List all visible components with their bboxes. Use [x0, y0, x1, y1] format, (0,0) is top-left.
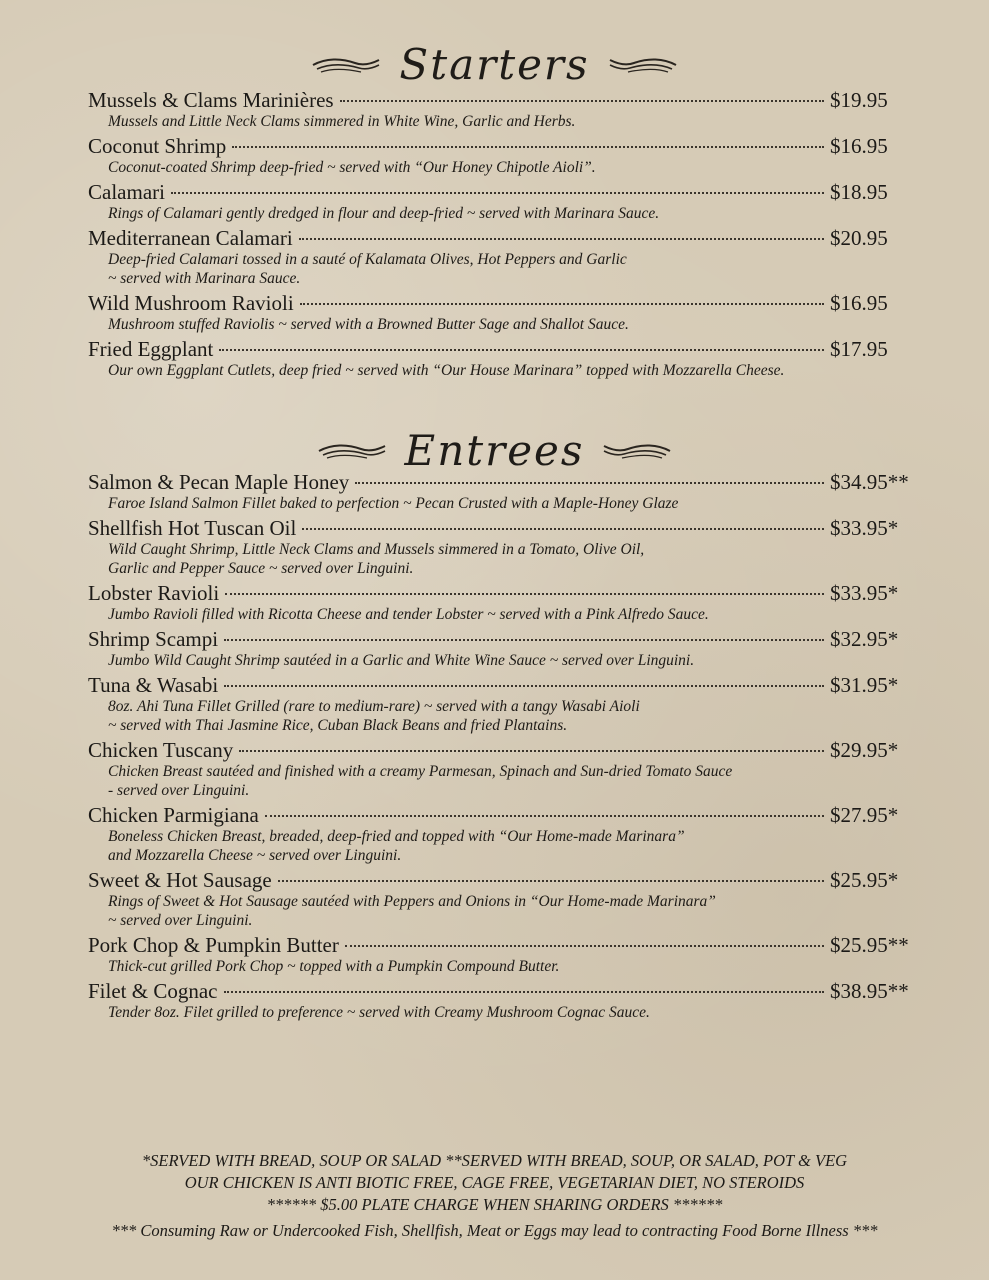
menu-item-row	[88, 180, 918, 204]
menu-item-name: Pork Chop & Pumpkin Butter	[88, 933, 339, 957]
dot-leader	[225, 579, 824, 595]
dot-leader	[239, 736, 824, 752]
menu-item-price: $33.95*	[830, 516, 899, 540]
menu-item-row	[88, 581, 918, 605]
entrees-title: Entrees	[404, 426, 585, 475]
menu-item-description: Mushroom stuffed Raviolis ~ served with a Browned Butter Sage and Shallot Sauce.	[108, 316, 629, 333]
menu-item-price: $19.95	[830, 88, 888, 112]
menu-item-name: Chicken Parmigiana	[88, 803, 259, 827]
menu-item	[88, 627, 918, 670]
dot-leader	[171, 178, 824, 194]
menu-item-name: Shellfish Hot Tuscan Oil	[88, 516, 297, 540]
menu-item-row	[88, 291, 918, 315]
menu-item	[88, 933, 918, 976]
menu-item-name: Salmon & Pecan Maple Honey	[88, 470, 350, 494]
menu-item-description: Jumbo Ravioli filled with Ricotta Cheese and tender Lobster ~ served with a Pink Alfredo Sauce.	[108, 606, 709, 623]
menu-item	[88, 581, 918, 624]
menu-item-description: ~ served over Linguini.	[108, 912, 253, 929]
dot-leader	[265, 801, 824, 817]
menu-item-name: Lobster Ravioli	[88, 581, 220, 605]
dot-leader	[299, 224, 824, 240]
menu-item-price: $34.95**	[830, 470, 909, 494]
menu-item-description: and Mozzarella Cheese ~ served over Linguini.	[108, 847, 402, 864]
menu-item-price: $25.95*	[830, 868, 899, 892]
menu-item-price: $27.95*	[830, 803, 899, 827]
dot-leader	[302, 514, 824, 530]
footer-health-warning: *** Consuming Raw or Undercooked Fish, Shellfish, Meat or Eggs may lead to contracting Food Borne Illness ***	[111, 1221, 878, 1240]
right-flourish-icon	[602, 440, 672, 462]
menu-item-name: Shrimp Scampi	[88, 627, 219, 651]
footer-served-note: *SERVED WITH BREAD, SOUP OR SALAD **SERVED WITH BREAD, SOUP, OR SALAD, POT & VEG	[141, 1151, 848, 1170]
menu-item-price: $20.95	[830, 226, 888, 250]
menu-item-name: Sweet & Hot Sausage	[88, 868, 272, 892]
menu-item-row	[88, 803, 918, 827]
menu-item-description: Wild Caught Shrimp, Little Neck Clams and Mussels simmered in a Tomato, Olive Oil,	[108, 541, 645, 558]
menu-item	[88, 516, 918, 578]
menu-item-price: $38.95**	[830, 979, 909, 1003]
menu-item-row	[88, 88, 918, 112]
menu-item-description: Boneless Chicken Breast, breaded, deep-fried and topped with “Our Home-made Marinara”	[108, 828, 685, 845]
starters-list	[88, 88, 918, 383]
menu-item	[88, 673, 918, 735]
menu-item-price: $16.95	[830, 291, 888, 315]
menu-item-name: Mediterranean Calamari	[88, 226, 293, 250]
menu-item	[88, 803, 918, 865]
menu-item-price: $25.95**	[830, 933, 909, 957]
menu-item-name: Coconut Shrimp	[88, 134, 227, 158]
menu-item-name: Fried Eggplant	[88, 337, 214, 361]
menu-item-description: Rings of Calamari gently dredged in flour and deep-fried ~ served with Marinara Sauce.	[108, 205, 660, 222]
menu-item	[88, 134, 918, 177]
menu-item-description: Deep-fried Calamari tossed in a sauté of Kalamata Olives, Hot Peppers and Garlic	[108, 251, 627, 268]
menu-item-row	[88, 673, 918, 697]
menu-item-row	[88, 979, 918, 1003]
left-flourish-icon	[317, 440, 387, 462]
menu-item-price: $29.95*	[830, 738, 899, 762]
menu-item-description: Garlic and Pepper Sauce ~ served over Linguini.	[108, 560, 414, 577]
menu-item-name: Filet & Cognac	[88, 979, 218, 1003]
starters-header	[0, 40, 989, 89]
menu-item-row	[88, 226, 918, 250]
dot-leader	[340, 86, 824, 102]
menu-item	[88, 88, 918, 131]
menu-item-name: Mussels & Clams Marinières	[88, 88, 334, 112]
menu-item-description: Thick-cut grilled Pork Chop ~ topped with a Pumpkin Compound Butter.	[108, 958, 560, 975]
menu-item-description: Jumbo Wild Caught Shrimp sautéed in a Garlic and White Wine Sauce ~ served over Linguini.	[108, 652, 695, 669]
menu-item-description: Our own Eggplant Cutlets, deep fried ~ served with “Our House Marinara” topped with Mozzarella Cheese.	[108, 362, 785, 379]
left-flourish-icon	[311, 54, 381, 76]
menu-item-name: Wild Mushroom Ravioli	[88, 291, 294, 315]
menu-item-description: ~ served with Thai Jasmine Rice, Cuban Black Beans and fried Plantains.	[108, 717, 568, 734]
menu-item-price: $16.95	[830, 134, 888, 158]
menu-item-name: Calamari	[88, 180, 165, 204]
menu-item	[88, 979, 918, 1022]
menu-item-price: $17.95	[830, 337, 888, 361]
menu-item-row	[88, 337, 918, 361]
menu-item-row	[88, 933, 918, 957]
dot-leader	[278, 866, 824, 882]
menu-item-row	[88, 868, 918, 892]
starters-title: Starters	[399, 40, 590, 89]
menu-item	[88, 868, 918, 930]
right-flourish-icon	[608, 54, 678, 76]
menu-item-price: $32.95*	[830, 627, 899, 651]
dot-leader	[224, 625, 824, 641]
menu-item	[88, 738, 918, 800]
menu-item	[88, 226, 918, 288]
menu-item-row	[88, 627, 918, 651]
menu-item-description: Rings of Sweet & Hot Sausage sautéed with Peppers and Onions in “Our Home-made Marinara”	[108, 893, 716, 910]
menu-item-name: Chicken Tuscany	[88, 738, 234, 762]
menu-item	[88, 180, 918, 223]
dot-leader	[232, 132, 824, 148]
menu-item-description: ~ served with Marinara Sauce.	[108, 270, 301, 287]
menu-item-price: $33.95*	[830, 581, 899, 605]
footer-chicken-note: OUR CHICKEN IS ANTI BIOTIC FREE, CAGE FREE, VEGETARIAN DIET, NO STEROIDS	[184, 1173, 805, 1192]
menu-item-price: $31.95*	[830, 673, 899, 697]
dot-leader	[224, 671, 824, 687]
dot-leader	[355, 468, 824, 484]
menu-item-row	[88, 516, 918, 540]
menu-item	[88, 291, 918, 334]
dot-leader	[219, 335, 824, 351]
dot-leader	[300, 289, 824, 305]
menu-item-price: $18.95	[830, 180, 888, 204]
menu-item-description: Coconut-coated Shrimp deep-fried ~ served with “Our Honey Chipotle Aioli”.	[108, 159, 596, 176]
menu-footer	[0, 1150, 989, 1242]
menu-item-name: Tuna & Wasabi	[88, 673, 219, 697]
menu-item-description: - served over Linguini.	[108, 782, 250, 799]
menu-item-row	[88, 470, 918, 494]
entrees-header	[0, 426, 989, 475]
dot-leader	[224, 977, 825, 993]
footer-plate-charge: ****** $5.00 PLATE CHARGE WHEN SHARING ORDERS ******	[266, 1195, 723, 1214]
menu-item-description: 8oz. Ahi Tuna Fillet Grilled (rare to medium-rare) ~ served with a tangy Wasabi Aioli	[108, 698, 640, 715]
menu-item	[88, 470, 918, 513]
entrees-list	[88, 470, 918, 1025]
menu-item-description: Mussels and Little Neck Clams simmered in White Wine, Garlic and Herbs.	[108, 113, 576, 130]
menu-item-row	[88, 134, 918, 158]
menu-item	[88, 337, 918, 380]
menu-item-description: Tender 8oz. Filet grilled to preference ~ served with Creamy Mushroom Cognac Sauce.	[108, 1004, 650, 1021]
menu-item-description: Faroe Island Salmon Fillet baked to perfection ~ Pecan Crusted with a Maple-Honey Glaze	[108, 495, 679, 512]
dot-leader	[345, 931, 824, 947]
menu-item-row	[88, 738, 918, 762]
menu-item-description: Chicken Breast sautéed and finished with a creamy Parmesan, Spinach and Sun-dried Tomato Sauce	[108, 763, 733, 780]
